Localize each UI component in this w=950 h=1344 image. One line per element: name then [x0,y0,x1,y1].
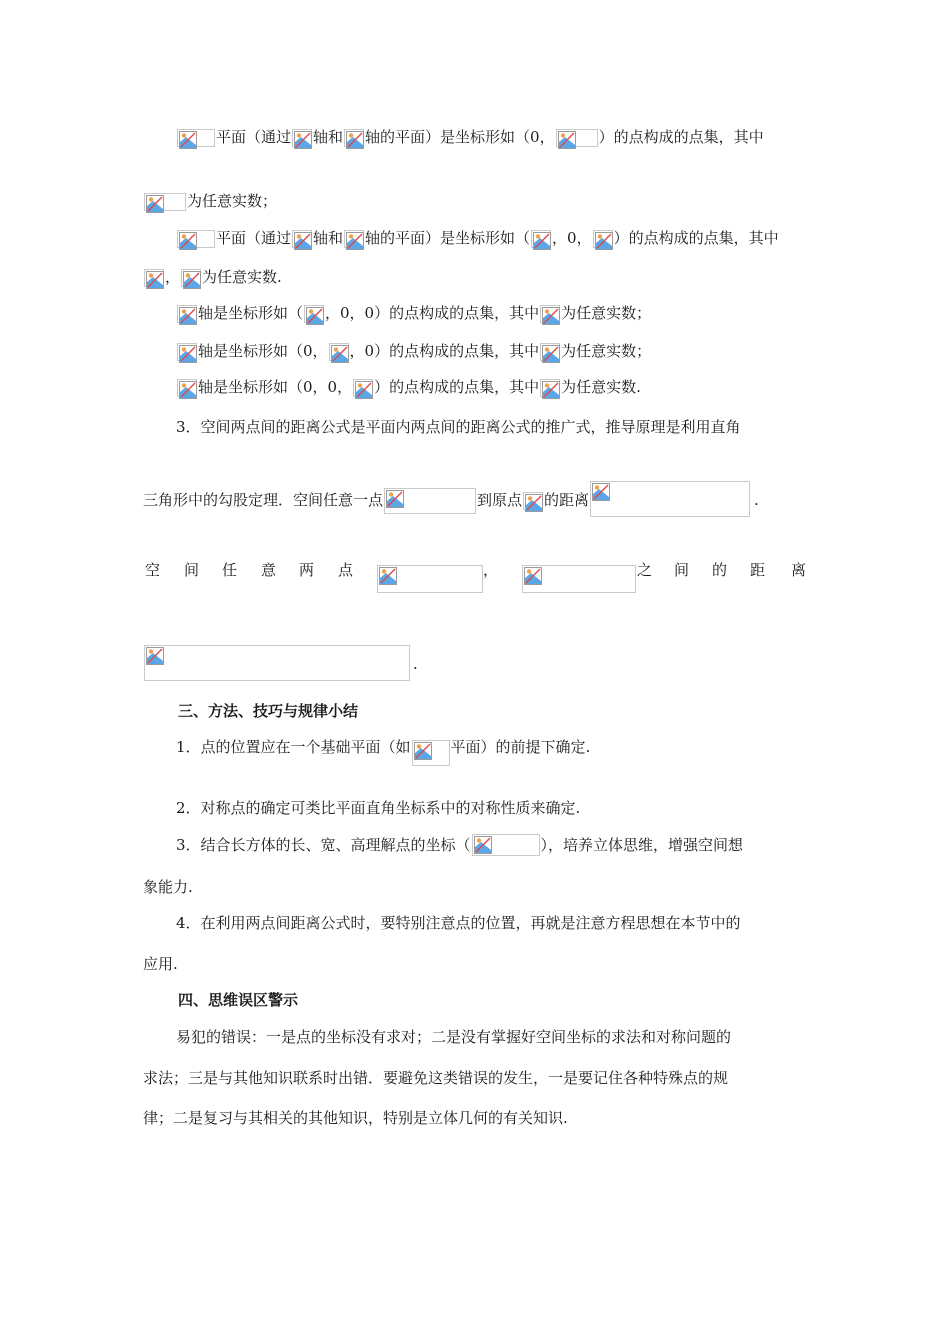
paragraph: 4．在利用两点间距离公式时，要特别注意点的位置，再就是注意方程思想在本节中的 [176,914,741,932]
paragraph: 求法；三是与其他知识联系时出错．要避免这类错误的发生，一是要记住各种特殊点的规 [143,1069,729,1087]
text-line: 空 间 任 意 两 点 ， 之 间 的 距 离 [145,560,807,596]
broken-image-icon [177,343,197,361]
broken-image-icon [144,193,186,211]
broken-image-icon [412,740,450,766]
text-line: 轴是坐标形如（ ，0，0）的点构成的点集，其中 为任意实数； [176,303,651,323]
broken-image-icon [377,565,483,593]
paragraph: 应用. [143,955,178,973]
text-line: 轴是坐标形如（0，0， ）的点构成的点集，其中 为任意实数. [176,377,641,397]
broken-image-icon [531,230,551,248]
paragraph: 象能力. [143,878,193,896]
broken-image-icon [177,305,197,323]
broken-image-icon [593,230,613,248]
text-line: 1．点的位置应在一个基础平面（如 平面）的前提下确定. [176,737,590,766]
broken-image-icon [540,379,560,397]
broken-image-icon [522,565,636,593]
broken-image-icon [329,343,349,361]
broken-image-icon [181,269,201,287]
broken-image-icon [353,379,373,397]
section-heading: 三、方法、技巧与规律小结 [178,702,359,720]
broken-image-icon [556,129,598,147]
text-line: . [143,645,418,681]
broken-image-icon [472,834,540,856]
broken-image-icon [590,481,750,517]
broken-image-icon [144,269,164,287]
section-heading: 四、思维误区警示 [178,991,299,1009]
broken-image-icon [144,645,410,681]
text-line: ， 为任意实数. [143,267,282,287]
paragraph: 3．空间两点间的距离公式是平面内两点间的距离公式的推广式，推导原理是利用直角 [176,418,741,436]
paragraph: 律；二是复习与其相关的其他知识，特别是立体几何的有关知识. [143,1109,568,1127]
broken-image-icon [384,488,476,514]
broken-image-icon [344,129,364,147]
paragraph: 易犯的错误：一是点的坐标没有求对；二是没有掌握好空间坐标的求法和对称问题的 [176,1028,732,1046]
text-line: 平面（通过 轴和 轴的平面）是坐标形如（ ，0， ）的点构成的点集，其中 [176,228,779,248]
broken-image-icon [304,305,324,323]
text-line: 平面（通过 轴和 轴的平面）是坐标形如（0， ）的点构成的点集，其中 [176,127,764,147]
broken-image-icon [540,305,560,323]
text-line: 轴是坐标形如（0， ，0）的点构成的点集，其中 为任意实数； [176,341,651,361]
broken-image-icon [292,129,312,147]
text-line: 为任意实数； [143,191,277,211]
paragraph: 2．对称点的确定可类比平面直角坐标系中的对称性质来确定. [176,799,581,817]
broken-image-icon [523,492,543,510]
broken-image-icon [292,230,312,248]
text-line: 3．结合长方体的长、宽、高理解点的坐标（ ），培养立体思维，增强空间想 [176,836,744,854]
broken-image-icon [177,230,215,248]
text-line: 三角形中的勾股定理．空间任意一点 到原点 的距离 . [143,481,759,517]
broken-image-icon [344,230,364,248]
broken-image-icon [540,343,560,361]
broken-image-icon [177,129,215,147]
broken-image-icon [177,379,197,397]
